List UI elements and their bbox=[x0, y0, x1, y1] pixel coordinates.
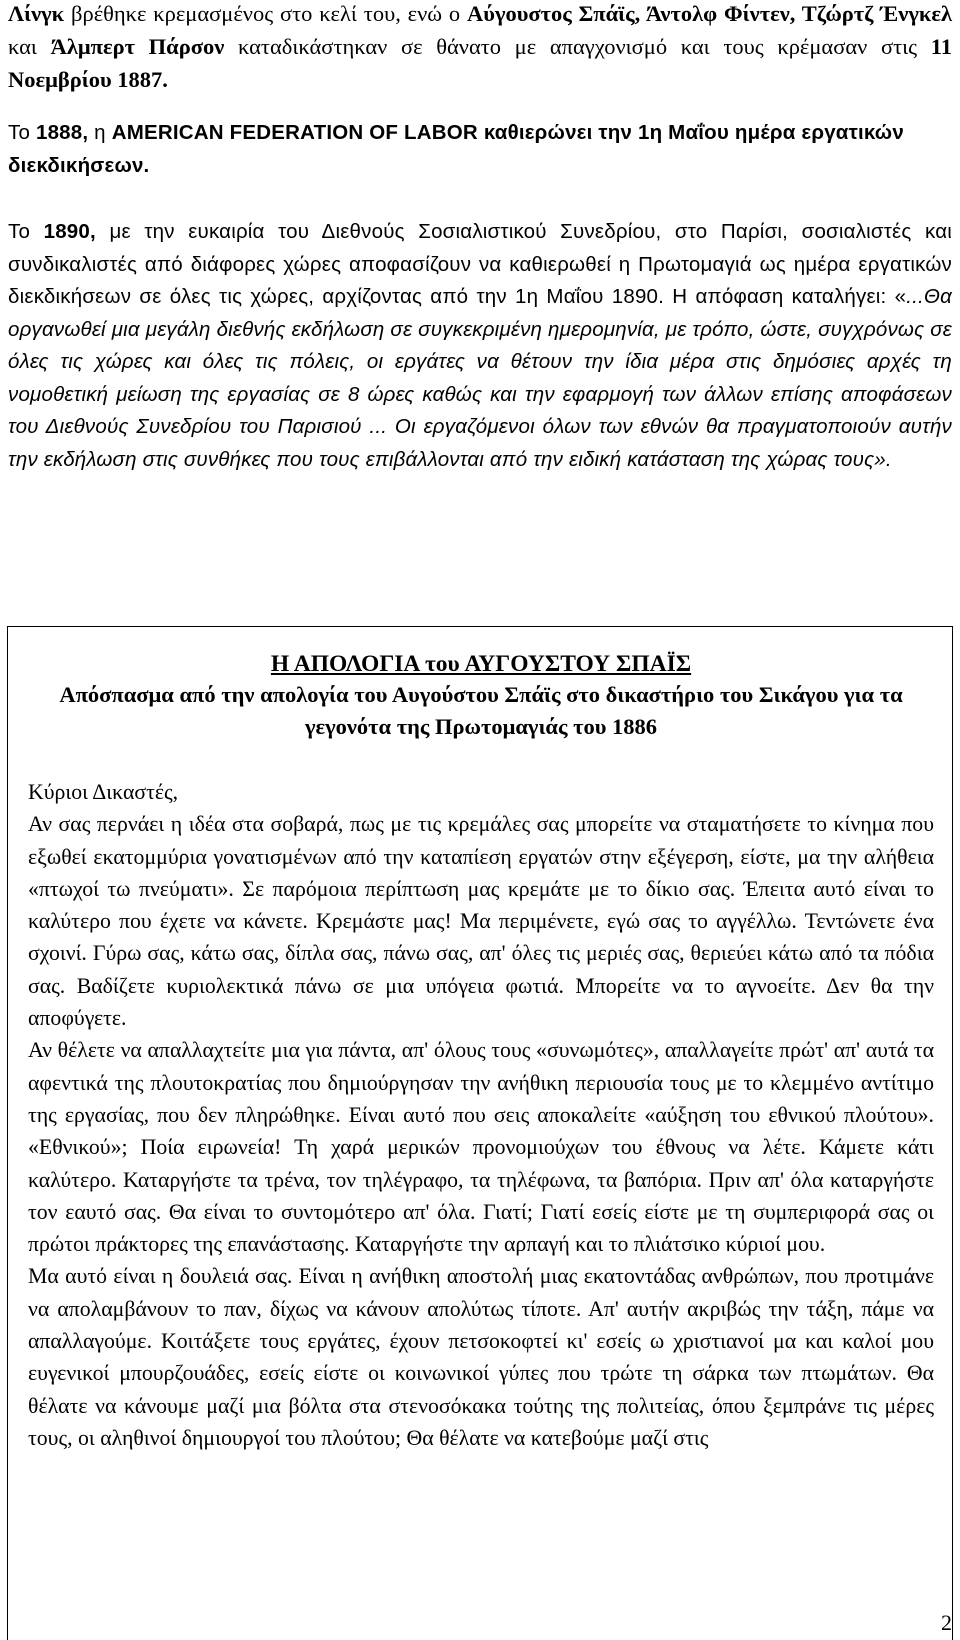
text-span: και bbox=[8, 34, 51, 59]
names-condemned: Αύγουστος Σπάϊς, Άντολφ Φίντεν, Τζώρτζ Ένγκελ bbox=[467, 1, 953, 26]
apology-paragraph: Μα αυτό είναι η δουλειά σας. Είναι η ανήθικη αποστολή μιας εκατοντάδας ανθρώπων, που προτιμάνε να απολαμβάνουν το παν, δίχως να κάνουν απολύτως τίποτε. Απ' αυτήν ακριβώς την τάξη, πάμε να απαλλαγούμε. Κοιτάξετε τους εργάτες, έχουν πετσοκοφτεί κι' εσείς ω χριστιανοί μα και καλοί μου ευγενικοί μπουρζουάδες, εσείς είστε οι κοινωνικοί γύπες που τρώτε τη σάρκα των πτωμάτων. Θα θέλατε να κάνουμε μαζί μια βόλτα στα στενοσόκακα τούτης της πολιτείας, όπου ξεμπράνε τις μέρες τους, οι αληθινοί δημιουργοί του πλούτου; Θα θέλατε να κατεβούμε μαζί στις bbox=[28, 1264, 934, 1450]
apology-paragraph: Κύριοι Δικαστές, bbox=[28, 780, 179, 804]
apology-box bbox=[7, 626, 953, 1640]
text-span: Το bbox=[8, 121, 36, 144]
intro-paragraph-2 bbox=[8, 117, 952, 182]
box-subtitle bbox=[28, 679, 934, 743]
box-subtitle-text: Απόσπασμα από την απολογία του Αυγούστου Σπάϊς στο δικαστήριο του Σικάγου για τα γεγονότα της Πρωτομαγιάς του 1886 bbox=[59, 682, 903, 739]
text-span: η bbox=[88, 121, 112, 144]
text-span: με την ευκαιρία του Διεθνούς Σοσιαλιστικού Συνεδρίου, στο Παρίσι, σοσιαλιστές και συνδικαλιστές από διάφορες χώρες αποφασίζουν να καθιερωθεί η Πρωτομαγιά ως ημέρα εργατικών διεκδικήσεων σε όλες τις χώρες, αρχίζοντας από την 1η Μαΐου 1890. Η απόφαση καταλήγει: « bbox=[8, 220, 953, 308]
text-span: καταδικάστηκαν σε θάνατο με απαγχονισμό και τους κρέμασαν στις bbox=[224, 34, 931, 59]
year-1890: 1890, bbox=[43, 220, 96, 243]
text-span: βρέθηκε κρεμασμένος στο κελί του, ενώ ο bbox=[64, 1, 468, 26]
apology-paragraph: Αν θέλετε να απαλλαχτείτε μια για πάντα, απ' όλους τους «συνωμότες», απαλλαγείτε πρώτ' απ' αυτά τα αφεντικά της πλουτοκρατίας που δημιούργησαν την ανήθικη περιουσία τους με το κλεμμένο αντίτιμο της εργασίας, που δεν πληρώθηκε. Είναι αυτό που σεις αποκαλείτε «αύξηση του εθνικού πλούτου». «Εθνικού»; Ποία ειρωνεία! Τη χαρά μερικών προνομιούχων του έθνους να λέτε. Κάμετε κάτι καλύτερο. Καταργήστε τα τρένα, τον τηλέγραφο, τα τηλέφωνα, τα βαπόρια. Πριν απ' όλα καταργήστε τον εαυτό σας. Θα είναι το συντομότερο απ' όλα. Γιατί; Γιατί εσείς είστε με τη συμπεριφορά σας οι πρώτοι πράκτορες της επανάστασης. Καταργήστε την αρπαγή και το πλιάτσικο κύριοί μου. bbox=[28, 1038, 934, 1257]
page-number: 2 bbox=[941, 1610, 952, 1635]
apology-paragraph: Αν σας περνάει η ιδέα στα σοβαρά, πως με τις κρεμάλες σας μπορείτε να σταματήσετε το κίνημα που εξωθεί εκατομμύρια γονατισμένων από την καταπίεση εργατών στην εξέγερση, είστε, μα την αλήθεια «πτωχοί τω πνεύματι». Σε παρόμοια περίπτωση μας κρεμάτε με το δίκιο σας. Έπειτα αυτό είναι το καλύτερο που έχετε να κάνετε. Κρεμάστε μας! Μα περιμένετε, εγώ σας το αγγέλλω. Τεντώνετε ένα σχοινί. Γύρω σας, κάτω σας, δίπλα σας, πάνω σας, απ' όλες τις μεριές σας, θεριεύει κάτω από τα πόδια σας. Βαδίζετε κυριολεκτικά πάνω σε μια υπόγεια φωτιά. Μπορείτε να το αγνοείτε. Δεν θα την αποφύγετε. bbox=[28, 812, 934, 1031]
box-title: Η ΑΠΟΛΟΓΙΑ του ΑΥΓΟΥΣΤΟΥ ΣΠΑΪΣ bbox=[270, 651, 692, 677]
date-execution: 11 Νοεμβρίου 1887. bbox=[8, 34, 952, 92]
apology-text bbox=[28, 776, 934, 1454]
name-ling: Λίνγκ bbox=[8, 1, 65, 26]
decision-quote: ...Θα οργανωθεί μια μεγάλη διεθνής εκδήλωση σε συγκεκριμένη ημερομηνία, με τρόπο, ώστε, συγχρόνως σε όλες τις χώρες και όλες τις πόλεις, οι εργάτες να θέτουν την ίδια μέρα στις δημόσιες αρχές τη νομοθετική μείωση της εργασίας σε 8 ώρες καθώς και την εφαρμογή των άλλων επίσης αποφάσεων του Διεθνούς Συνεδρίου του Παρισιού ... Οι εργαζόμενοι όλων των εθνών θα πραγματοποιούν αυτήν την εκδήλωση στις συνθήκες που τους επιβάλλονται από την ειδική κατάσταση της χώρας τους». bbox=[8, 285, 952, 471]
name-parsons: Άλμπερτ Πάρσον bbox=[50, 34, 225, 59]
intro-paragraph-3 bbox=[8, 216, 952, 476]
text-span: Το bbox=[8, 220, 44, 243]
year-1888: 1888, bbox=[35, 121, 89, 144]
intro-paragraph-1 bbox=[8, 0, 952, 96]
afl-statement: AMERICAN FEDERATION OF LABOR καθιερώνει την 1η Μαΐου ημέρα εργατικών διεκδικήσεων. bbox=[8, 121, 904, 177]
